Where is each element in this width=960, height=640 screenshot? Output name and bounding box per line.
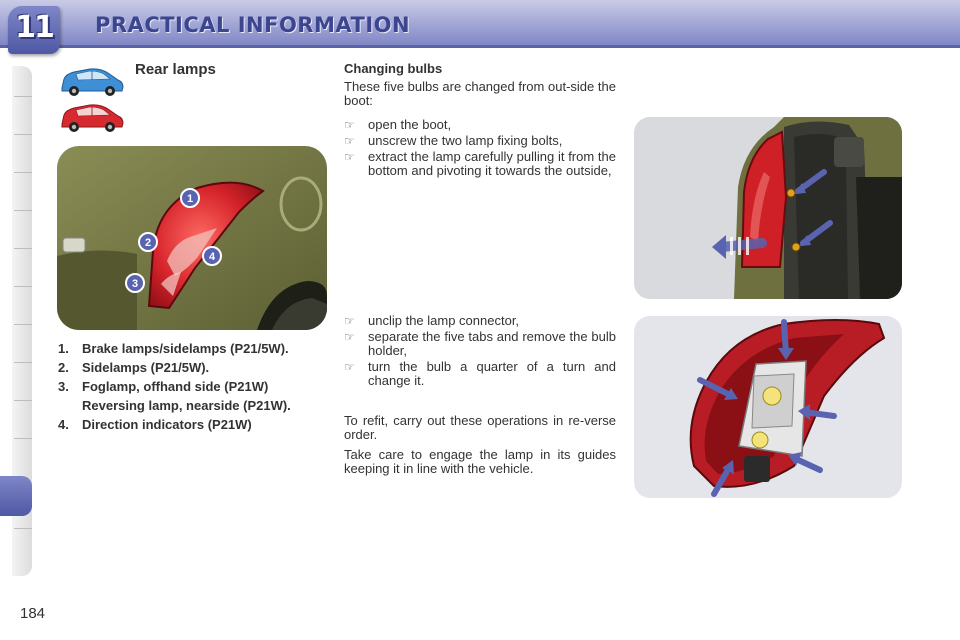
chapter-number: 11 [15, 10, 53, 45]
steps-list-a [344, 118, 616, 178]
rail-notch [14, 528, 32, 529]
pointing-hand-icon: ☞ [344, 118, 355, 132]
section-title: Rear lamps [135, 61, 216, 78]
refit-paragraph: To refit, carry out these operations in re-verse order. [344, 413, 616, 442]
changing-bulbs-block [344, 62, 616, 180]
step-item: ☞ turn the bulb a quarter of a turn and change it. [344, 359, 616, 388]
rail-notch [14, 134, 32, 135]
guide-paragraph: Take care to engage the lamp in its guides keeping it in line with the vehicle. [344, 447, 616, 476]
step-item: ☞ separate the five tabs and remove the bulb holder, [344, 329, 616, 358]
pointing-hand-icon: ☞ [344, 150, 355, 164]
rail-active-tab [0, 476, 32, 516]
bulb-holder-photo [634, 316, 902, 498]
chapter-side-rail [0, 66, 34, 576]
rail-notch [14, 324, 32, 325]
rail-notch [14, 210, 32, 211]
callout-item: 2. Sidelamps (P21/5W). [58, 360, 210, 375]
step-item: ☞ unscrew the two lamp fixing bolts, [344, 133, 563, 148]
red-hatchback-icon [56, 100, 126, 134]
step-item: ☞ unclip the lamp connector, [344, 313, 520, 328]
boot-lamp-bolts-photo [634, 117, 902, 299]
callout-item: 3. Foglamp, offhand side (P21W) [58, 379, 269, 394]
photo-marker-1: 1 [186, 193, 194, 205]
rear-lamp-photo [57, 146, 327, 330]
callout-item: 1. Brake lamps/sidelamps (P21/5W). [58, 341, 289, 356]
page-title: PRACTICAL INFORMATION [95, 13, 411, 37]
pointing-hand-icon: ☞ [344, 314, 355, 328]
photo-marker-2: 2 [144, 237, 152, 249]
rail-notch [14, 362, 32, 363]
intro-paragraph: These five bulbs are changed from out-side the boot: [344, 79, 616, 108]
chapter-tab [8, 6, 60, 54]
pointing-hand-icon: ☞ [344, 330, 355, 344]
rail-notch [14, 248, 32, 249]
pointing-hand-icon: ☞ [344, 360, 355, 374]
rail-notch [14, 438, 32, 439]
step-item: ☞ open the boot, [344, 117, 452, 132]
rail-notch [14, 286, 32, 287]
rail-notch [14, 400, 32, 401]
page-number: 184 [20, 605, 46, 622]
rail-notch [14, 96, 32, 97]
removal-block [344, 314, 616, 476]
step-item: ☞ extract the lamp carefully pulling it from the bottom and pivoting it towards the outside, [344, 149, 616, 178]
photo-marker-3: 3 [131, 278, 139, 290]
photo-marker-4: 4 [208, 251, 216, 263]
rail-notch [14, 172, 32, 173]
steps-list-b [344, 314, 616, 388]
subsection-title: Changing bulbs [344, 61, 443, 76]
callout-item: 4. Direction indicators (P21W) [58, 417, 252, 432]
callout-subitem: Reversing lamp, nearside (P21W). [82, 398, 291, 413]
pointing-hand-icon: ☞ [344, 134, 355, 148]
blue-hatchback-icon [56, 64, 126, 98]
callout-legend [58, 340, 338, 435]
